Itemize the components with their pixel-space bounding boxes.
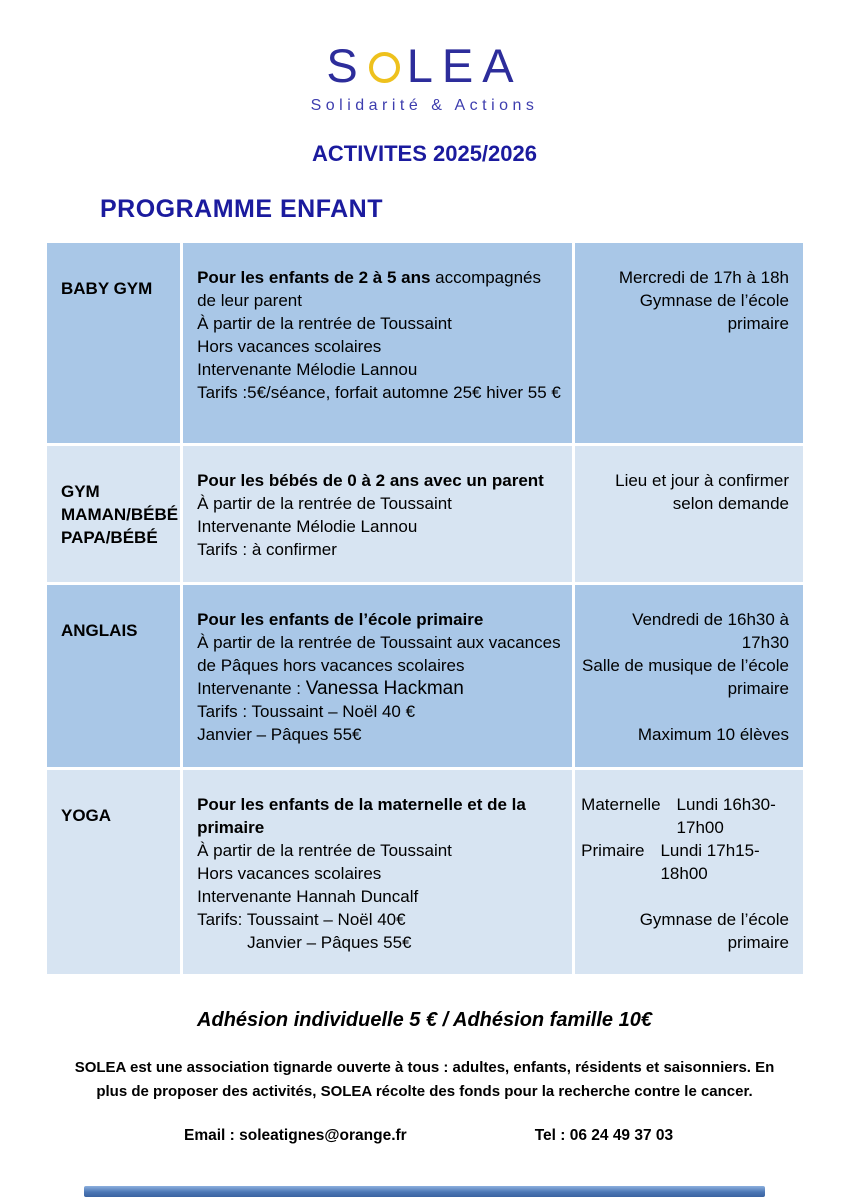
- table-row-anglais: [47, 585, 803, 767]
- schedule-line: Lieu et jour à confirmer: [615, 471, 789, 491]
- activity-description-cell: [183, 243, 572, 443]
- activity-description-cell: [183, 585, 572, 767]
- table-row-baby-gym: [47, 243, 803, 443]
- schedule-pair-right: Lundi 17h15-18h00: [660, 841, 760, 884]
- desc-line: Hors vacances scolaires: [197, 864, 382, 884]
- intervenante-label: Intervenante :: [197, 679, 306, 699]
- desc-line: À partir de la rentrée de Toussaint: [197, 314, 452, 334]
- activity-name-cell: [47, 446, 180, 582]
- schedule-pair-primaire: [581, 839, 789, 885]
- desc-line: Tarifs: Toussaint – Noël 40€: [197, 910, 406, 930]
- activity-schedule-cell: [575, 770, 803, 974]
- table-row-gym-maman-bebe: [47, 446, 803, 582]
- activity-name: GYM: [61, 482, 100, 502]
- desc-intro: [197, 266, 562, 312]
- desc-line: À partir de la rentrée de Toussaint aux vacances de Pâques hors vacances scolaires: [197, 633, 561, 676]
- desc-line: Intervenante Mélodie Lannou: [197, 360, 418, 380]
- activity-name: ANGLAIS: [61, 621, 138, 641]
- section-title: PROGRAMME ENFANT: [100, 195, 383, 224]
- desc-line: Janvier – Pâques 55€: [197, 725, 362, 745]
- desc-line: Intervenante Mélodie Lannou: [197, 517, 418, 537]
- activity-schedule-cell: [575, 585, 803, 767]
- logo-block: [0, 0, 849, 115]
- schedule-line: Salle de musique de l’école primaire: [582, 656, 789, 699]
- desc-intro-bold: Pour les bébés de 0 à 2 ans avec un parent: [197, 471, 544, 491]
- schedule-line: Mercredi de 17h à 18h: [618, 268, 789, 288]
- desc-intervenante-line: [197, 677, 562, 700]
- desc-line: À partir de la rentrée de Toussaint: [197, 841, 452, 861]
- desc-intro: [197, 608, 562, 631]
- table-row-yoga: [47, 770, 803, 974]
- desc-line: Intervenante Hannah Duncalf: [197, 887, 419, 907]
- activity-name-cell: [47, 770, 180, 974]
- sun-circle-icon: [369, 52, 400, 83]
- desc-line: Hors vacances scolaires: [197, 337, 382, 357]
- desc-intro-bold: Pour les enfants de l’école primaire: [197, 610, 484, 630]
- activity-name-cell: [47, 243, 180, 443]
- activity-name: PAPA/BÉBÉ: [61, 528, 158, 548]
- desc-line: Tarifs : Toussaint – Noël 40 €: [197, 702, 416, 722]
- desc-line: Janvier – Pâques 55€: [247, 933, 412, 953]
- desc-intro-bold: Pour les enfants de la maternelle et de la primaire: [197, 795, 526, 838]
- solea-logo: [0, 38, 849, 94]
- document-title: ACTIVITES 2025/2026: [311, 141, 537, 167]
- schedule-line: selon demande: [672, 494, 789, 514]
- activities-table: [44, 240, 806, 977]
- contact-tel: Tel : 06 24 49 37 03: [534, 1126, 674, 1144]
- desc-line: À partir de la rentrée de Toussaint: [197, 494, 452, 514]
- activity-description-cell: [183, 446, 572, 582]
- schedule-line: Gymnase de l’école primaire: [639, 291, 789, 334]
- contact-row: [0, 1127, 849, 1145]
- membership-fees: Adhésion individuelle 5 € / Adhésion famille 10€: [197, 1009, 652, 1032]
- activity-schedule-cell: [575, 243, 803, 443]
- desc-intro: [197, 469, 562, 492]
- logo-tagline: Solidarité & Actions: [310, 97, 539, 115]
- logo-letters-lea: LEA: [406, 39, 523, 92]
- schedule-pair-left: Maternelle: [581, 795, 661, 815]
- schedule-line: Vendredi de 16h30 à 17h30: [632, 610, 789, 653]
- desc-intro: [197, 793, 562, 839]
- schedule-pair-maternelle: [581, 793, 789, 839]
- intervenante-name: Vanessa Hackman: [305, 678, 464, 700]
- desc-intro-rest: accompagnés de leur parent: [197, 268, 542, 311]
- desc-intro-bold: Pour les enfants de 2 à 5 ans: [197, 268, 431, 288]
- desc-line: Tarifs : à confirmer: [197, 540, 337, 560]
- activity-name: MAMAN/BÉBÉ: [61, 505, 179, 525]
- activity-description-cell: [183, 770, 572, 974]
- desc-line: Tarifs :5€/séance, forfait automne 25€ hiver 55 €: [197, 383, 561, 403]
- schedule-pair-left: Primaire: [581, 841, 645, 861]
- schedule-pair-right: Lundi 16h30-17h00: [676, 795, 776, 838]
- activity-name: BABY GYM: [61, 279, 153, 299]
- activity-name-cell: [47, 585, 180, 767]
- contact-email: Email : soleatignes@orange.fr: [184, 1126, 407, 1144]
- bottom-decorative-bar: [84, 1186, 765, 1197]
- schedule-line: Gymnase de l’école primaire: [639, 910, 789, 953]
- schedule-line: Maximum 10 élèves: [637, 725, 789, 745]
- logo-letter-s: S: [326, 39, 367, 92]
- activity-name: YOGA: [61, 806, 112, 826]
- activity-schedule-cell: [575, 446, 803, 582]
- schedule-blank-line: [581, 700, 789, 723]
- schedule-blank-line: [581, 885, 789, 908]
- association-description: SOLEA est une association tignarde ouverte à tous : adultes, enfants, résidents et saisonniers. En plus de proposer des activités, SOLEA récolte des fonds pour la recherche contre le cancer.: [74, 1059, 775, 1100]
